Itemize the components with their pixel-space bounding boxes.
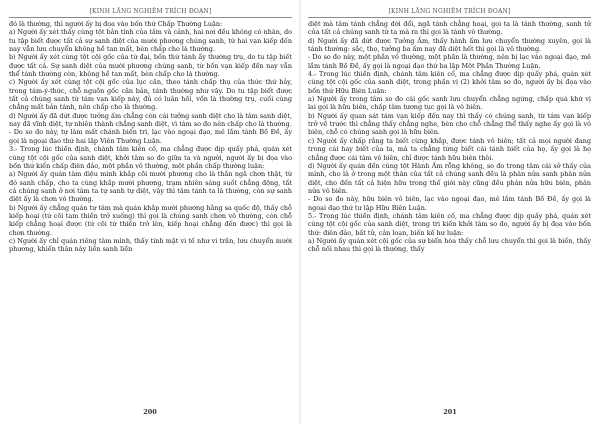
right-page-number: 201	[443, 408, 457, 416]
right-header-rule	[308, 17, 591, 18]
right-paragraph: 5.- Trong lúc thiền định, chánh tâm kiên cố, ma chẳng được dịp quấy phá, quán xét cùng tột cội gốc của sanh diệt, trong tri kiến khởi tâm so đo, người ấy bị đọa vào bốn thứ: điên đảo, bất tử, cản loạn, biến kế hư luận:	[308, 211, 591, 237]
left-paragraph: b) Người ấy chẳng quán tự tâm mà quán khắp mười phương hằng sa quốc độ, thấy chỗ kiếp hoại (tứ cõi tam thiền trở xuống) thì gọi là chúng sanh chơn vô thường, còn chỗ kiếp chẳng hoại được (tứ cõi tứ thiền trở lên, kiếp hoại chẳng đến được) thì gọi là chơn thường.	[9, 203, 292, 237]
right-paragraph: a) Người ấy trong tâm so đo cái gốc sanh lưu chuyển chẳng ngừng, chấp quá khứ vị lai gọi là hữu biên, chấp tâm tương tục gọi là vô biên.	[308, 95, 591, 112]
right-paragraph: 4.- Trong lúc thiền định, chánh tâm kiên cố, ma chẳng được dịp quấy phá, quán xét cùng tột cội gốc của sanh diệt, trong phần vị (2) khởi tâm so đo, người ấy bị đọa vào bốn thứ Hữu Biên Luận:	[308, 70, 591, 95]
right-paragraph: - Do so đo này, một phần vô thường, một phần là thường, nên bị lạc vào ngoại đạo, mê lầm tánh Bồ Đề, ấy gọi là ngoại đạo thứ ba lập Một Phần Thường Luận.	[308, 53, 591, 70]
left-paragraph: a) Người ấy quán tâm diệu minh khắp cõi mười phương cho là thần ngã chơn thật, từ đó sanh chấp, cho ta cùng khắp mười phương, trạm nhiên sáng suốt chẳng động, tất cả chúng sanh ở nơi tâm ta tự sanh tự diệt, vậy thì tâm tánh ta là thường, còn sự sanh diệt ấy là chơn vô thường.	[9, 170, 292, 204]
right-paragraph: c) Người ấy chấp rằng ta biết cùng khắp, được tánh vô biên; tất cả mọi người đang trong cái hay biết của ta, mà ta chẳng từng biết cái tánh biết của họ, ấy gọi là họ chẳng được cái tâm vô biên, chỉ được tánh hữu biên thôi.	[308, 136, 591, 162]
right-paragraph: d) Người ấy đã dứt được Tưởng Ấm, thấy hành ấm lưu chuyển thường xuyên, gọi là tánh thường: sắc, thọ, tưởng ba ấm nay đã diệt hết thì gọi là vô thường.	[308, 36, 591, 54]
left-page-number: 200	[143, 408, 157, 416]
left-paragraph: b) Người ấy xét cùng tột cội gốc của tứ đại, bốn thứ tánh ấy thường trụ, do tu tập biết được tất cả. Sự sanh diệt của mười phương chúng sanh, từ bốn vạn kiếp đến nay vẫn thể tánh thường còn, không hề tan mất, bèn chấp cho là thường.	[9, 53, 292, 79]
left-paragraph: c) Người ấy chỉ quán riêng tâm mình, thấy tinh mật vi tế như vi trần, lưu chuyển mười phương, khiến thân này liền sanh liền	[9, 236, 292, 254]
right-page	[300, 0, 600, 424]
left-paragraph: 3.- Trong lúc thiền định, chánh tâm kiên cố, ma chẳng được dịp quấy phá, quán xét cùng tột cội gốc của sanh diệt, khởi tâm so đo giữa ta và người, người ấy bị đọa vào bốn thứ kiến chấp điên đảo, một phần vô thường, một phần chấp thường luận:	[9, 145, 292, 170]
right-paragraph: b) Người ấy quan sát tám vạn kiếp đến nay thì thấy có chúng sanh, từ tám vạn kiếp trở về trước thì chẳng thấy chẳng nghe, bèn cho chỗ chẳng thể thấy nghe ấy gọi là vô biên, chỗ có chúng sanh gọi là hữu biên.	[308, 111, 591, 137]
right-paragraph: a) Người ấy quán xét cội gốc của sự biến hóa thấy chỗ lưu chuyển thì gọi là biến, thấy chỗ nối nhau thì gọi là thường, thấy	[308, 236, 591, 254]
right-header-title: [KINH LĂNG NGHIÊM TRÍCH ĐOẠN]	[388, 8, 511, 15]
left-paragraph: c) Người ấy xét cùng tột cội gốc của lục căn, theo tánh chấp thụ của thức thứ bảy, trong tám-ý-thức, chỗ nguồn gốc căn bản, tánh thường như vậy. Do tu tập biết được tất cả chúng sanh từ tám vạn kiếp này, đủ có luân hồi, vốn là thường trụ, cuối cùng chẳng mất bản tánh, nên chấp cho là thường.	[9, 78, 292, 112]
left-page-body	[9, 20, 292, 254]
right-page-header	[308, 6, 591, 17]
right-paragraph: diệt mà tâm tánh chẳng dời đổi, ngã tánh chẳng hoại, gọi ta là tánh thường, sanh tử của tất cả chúng sanh từ ta mà ra thì gọi là tánh vô thường.	[308, 20, 591, 37]
right-paragraph: d) Người ấy quán đến cùng tột Hành Ấm rỗng không, so đo trong tâm cái sở thấy của mình, cho là ở trong một thân của tất cả chúng sanh đều là phân nửa sanh phân nửa diệt, cho đến tất cả hiện hữu trong thế giới này cũng đều phân nửa hữu biên, phân nửa vô biên.	[308, 161, 591, 195]
left-paragraph: đó là thường, thì người ấy bị đọa vào bốn thứ Chấp Thường Luận:	[9, 20, 223, 28]
left-header-title: [KINH LĂNG NGHIÊM TRÍCH ĐOẠN]	[89, 8, 212, 15]
right-paragraph: - Do so đo này, hữu biên vô biên, lạc vào ngoại đạo, mê lầm tánh Bồ Đề, ấy gọi là ngoại đạo thứ tư lập Hữu Biên Luận.	[308, 195, 591, 212]
right-page-body	[308, 20, 591, 254]
left-paragraph: d) Người ấy đã dứt được tưởng ấm chẳng còn cái tưởng sanh diệt cho là tâm sanh diệt, nay đã vĩnh diệt, tự nhiên thành chẳng sanh diệt, vì tâm so đo nên chấp cho là thường.	[9, 111, 292, 129]
left-header-rule	[9, 17, 292, 18]
left-paragraph: - Do so đo này, tự làm mất chánh biến tri, lạc vào ngoại đạo, mê lầm tánh Bồ Đề, ấy gọi là ngoại đạo thứ hai lập Viên Thường Luận.	[9, 128, 292, 145]
left-paragraph: a) Người ấy xét thấy cùng tột bản tính của tâm và cảnh, hai nơi đều không có nhân, do tu tập biết được tất cả sự sanh diệt của mười phương chúng sanh, từ hai vạn kiếp đến nay vẫn lưu chuyển không hề tan mất, bèn chấp cho là thường.	[9, 28, 292, 54]
left-page-header	[9, 6, 292, 17]
